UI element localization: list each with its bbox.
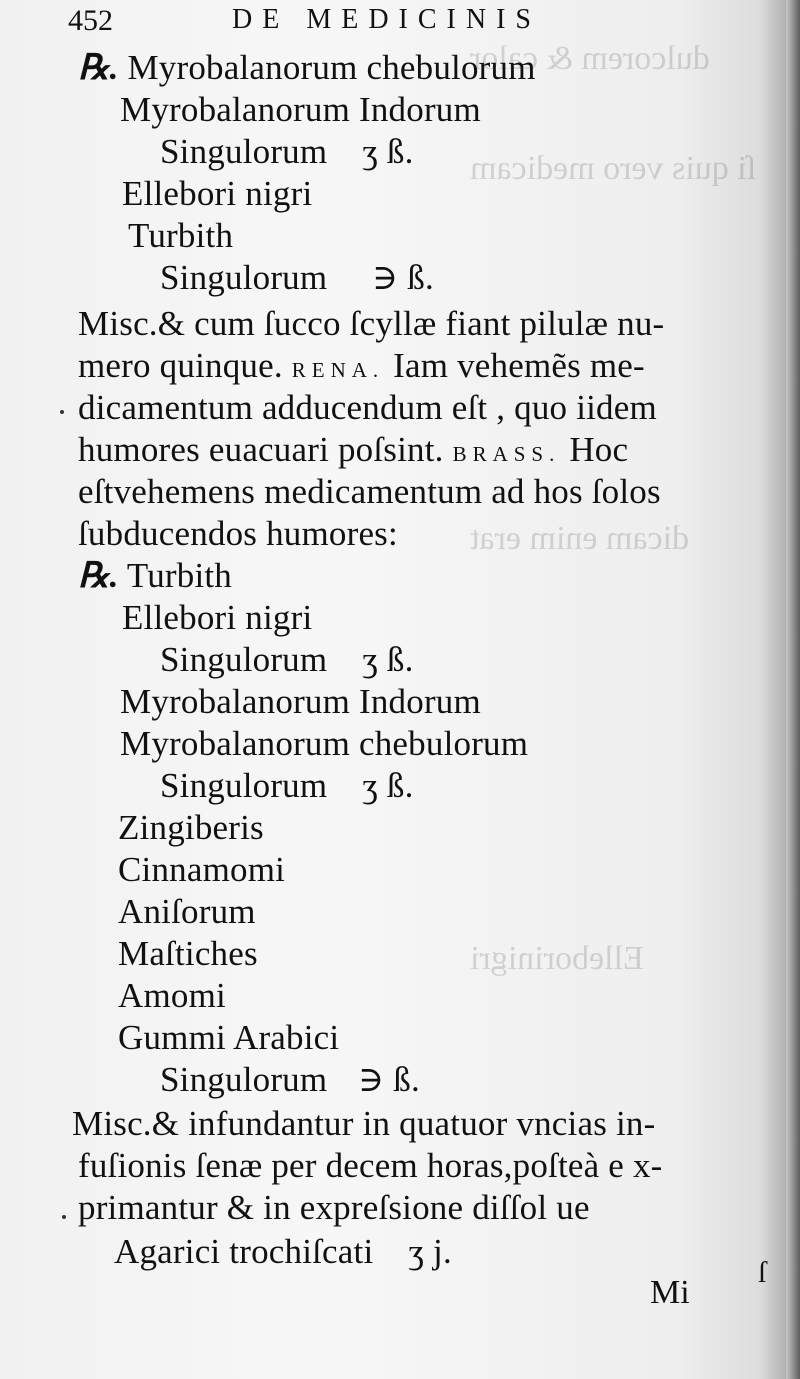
bleed-through-text: ſi quis vero medicam (470, 150, 757, 187)
text-line: fuſionis ſenæ per decem horas,poſteà e x- (78, 1146, 663, 1185)
ink-speck (62, 1215, 66, 1219)
dose-mark: ∋ ß. (372, 258, 434, 297)
bleed-through-text: dicam enim erat (470, 520, 690, 557)
text-line: humores euacuari poſsint. BRASS. Hoc (78, 430, 629, 469)
text-line: Amomi (118, 976, 226, 1015)
running-title: DE MEDICINIS (232, 4, 541, 35)
text-line: eſtvehemens medicamentum ad hos ſolos (78, 472, 661, 511)
text-line: dicamentum adducendum eſt , quo iidem (78, 388, 657, 427)
page-edge-shadow (786, 0, 800, 1379)
text-line: Myrobalanorum Indorum (120, 682, 481, 721)
text-line: Misc.& infundantur in quatuor vncias in- (72, 1104, 656, 1143)
text-line: mero quinque. RENA. Iam vehemẽs me- (78, 346, 645, 385)
text-line: Misc.& cum ſucco ſcyllæ fiant pilulæ nu- (78, 304, 665, 343)
text-line: Ellebori nigri (122, 174, 313, 213)
text-line: Singulorum ʒ ß. (160, 132, 414, 171)
text-line: Cinnamomi (118, 850, 286, 889)
text-line: Aniſorum (118, 892, 256, 931)
speaker-name: RENA. (291, 358, 385, 382)
text-line: Singulorum ʒ ß. (160, 640, 414, 679)
text-line: ſubducendos humores: (78, 514, 398, 553)
text-line: Zingiberis (118, 808, 264, 847)
text-line: primantur & in expreſsione diſſol ue (78, 1188, 590, 1227)
text-line: Singulorum ∋ ß. (160, 1060, 420, 1099)
text-line: Myrobalanorum Indorum (120, 90, 481, 129)
text-line: Turbith (128, 216, 234, 255)
text-line: Singulorum ∋ ß. (160, 258, 434, 297)
ink-speck (60, 410, 64, 414)
dose-mark: ʒ ß. (362, 766, 414, 805)
recipe-symbol: ℞. (78, 556, 119, 595)
text-line: ℞. Turbith (78, 556, 233, 595)
dose-mark: ∋ ß. (358, 1060, 420, 1099)
text-line: Agarici trochiſcati ʒ j. (114, 1232, 452, 1271)
bleed-through-text: dulcorem & calor (470, 40, 710, 77)
margin-mark: ſ (758, 1256, 767, 1289)
text-line: Myrobalanorum chebulorum (120, 724, 529, 763)
text-line: ℞. Myrobalanorum chebulorum (78, 48, 536, 87)
page-number: 452 (68, 4, 113, 37)
text-line: Singulorum ʒ ß. (160, 766, 414, 805)
dose-mark: ʒ j. (408, 1232, 452, 1271)
text-line: Gummi Arabici (118, 1018, 340, 1057)
speaker-name: BRASS. (452, 442, 561, 466)
catchword: Mi (650, 1274, 690, 1311)
dose-mark: ʒ ß. (362, 640, 414, 679)
bleed-through-text: Elleborinigri (470, 940, 644, 977)
dose-mark: ʒ ß. (362, 132, 414, 171)
recipe-symbol: ℞. (78, 48, 119, 87)
text-line: Ellebori nigri (122, 598, 313, 637)
text-line: Maſtiches (118, 934, 258, 973)
